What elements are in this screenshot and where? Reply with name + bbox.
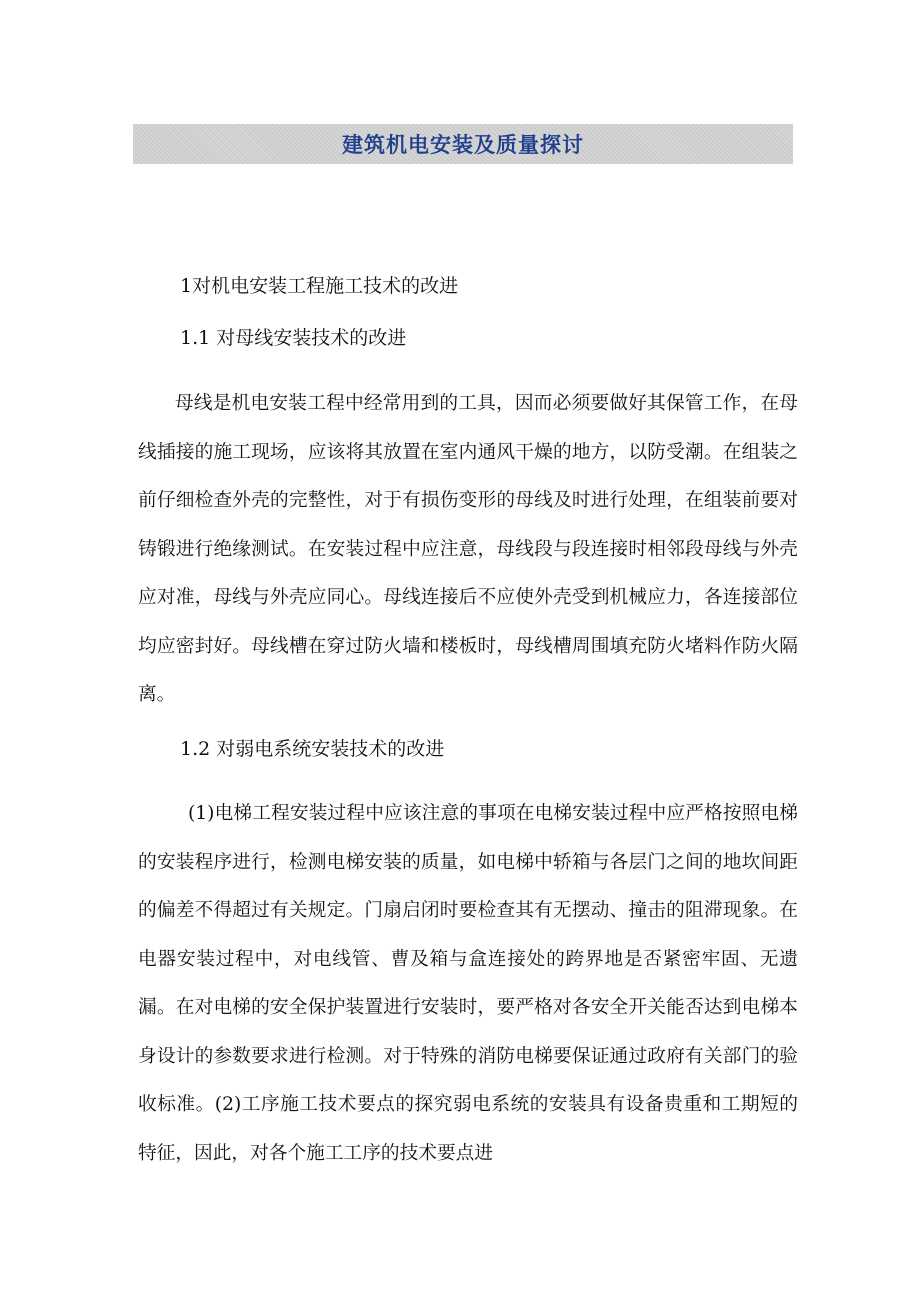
section-heading-1-2: 1.2 对弱电系统安装技术的改进 xyxy=(180,738,445,760)
section-heading-1: 1对机电安装工程施工技术的改进 xyxy=(180,275,459,297)
document-title: 建筑机电安装及质量探讨 xyxy=(342,133,584,157)
paragraph-weak-current: (1)电梯工程安装过程中应该注意的事项在电梯安装过程中应严格按照电梯的安装程序进行，检测电梯安装的质量，如电梯中轿箱与各层门之间的地坎间距的偏差不得超过有关规定。门扇启闭时要检查其有无摆动、撞击的阻滞现象。在电器安装过程中，对电线管、曹及箱与盒连接处的跨界地是否紧密牢固、无遗漏。在对电梯的安全保护装置进行安装时，要严格对各安全开关能否达到电梯本身设计的参数要求进行检测。对于特殊的消防电梯要保证通过政府有关部门的验收标准。(2)工序施工技术要点的探究弱电系统的安装具有设备贵重和工期短的特征，因此，对各个施工工序的技术要点进 xyxy=(138,803,798,1164)
section-heading-1-1: 1.1 对母线安装技术的改进 xyxy=(180,327,407,349)
title-banner xyxy=(133,124,793,164)
paragraph-busbar: 母线是机电安装工程中经常用到的工具，因而必须要做好其保管工作，在母线插接的施工现场，应该将其放置在室内通风干燥的地方，以防受潮。在组装之前仔细检查外壳的完整性，对于有损伤变形的母线及时进行处理，在组装前要对铸锻进行绝缘测试。在安装过程中应注意，母线段与段连接时相邻段母线与外壳应对准，母线与外壳应同心。母线连接后不应使外壳受到机械应力，各连接部位均应密封好。母线槽在穿过防火墙和楼板时，母线槽周围填充防火堵料作防火隔离。 xyxy=(138,393,798,705)
